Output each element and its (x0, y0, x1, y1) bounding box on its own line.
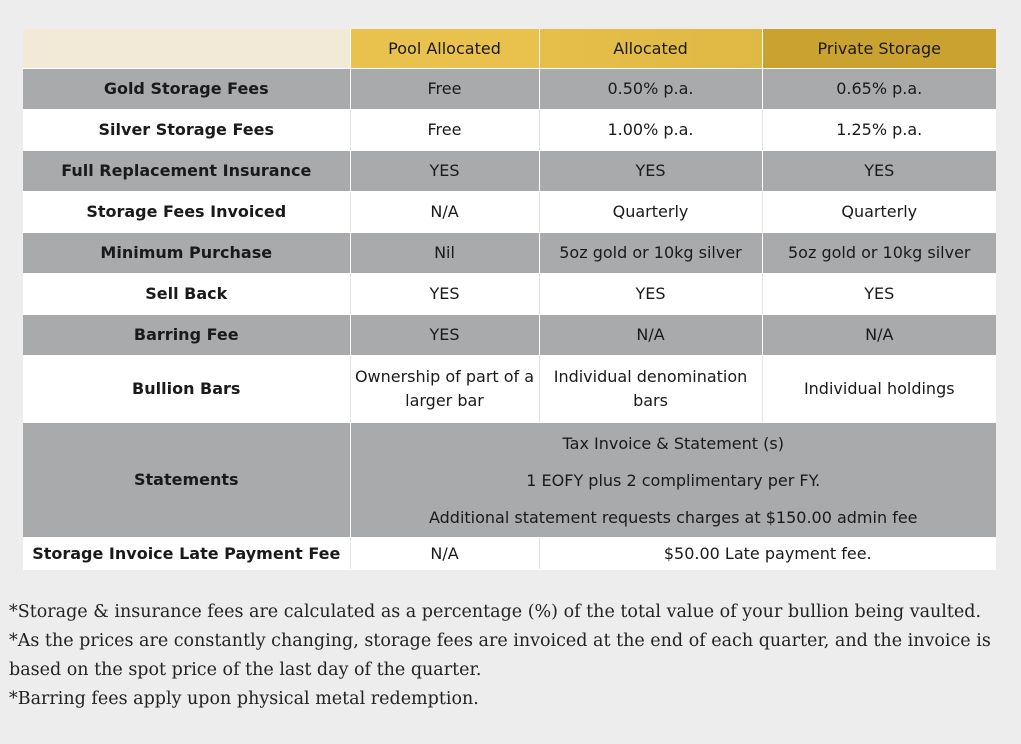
header-private-storage: Private Storage (762, 29, 996, 69)
footnote: *Barring fees apply upon physical metal redemption. (9, 689, 479, 709)
row-label: Minimum Purchase (23, 233, 350, 274)
row-label: Barring Fee (23, 315, 350, 356)
cell-pool: N/A (350, 192, 539, 233)
row-label: Bullion Bars (23, 356, 350, 423)
cell-late-fee: $50.00 Late payment fee. (539, 538, 996, 570)
cell-private: YES (762, 274, 996, 315)
table-row (23, 356, 996, 423)
row-label: Silver Storage Fees (23, 110, 350, 151)
cell-pool: YES (350, 274, 539, 315)
cell-allocated: N/A (539, 315, 762, 356)
statements-cell (350, 423, 996, 538)
cell-pool: YES (350, 151, 539, 192)
cell-private: 0.65% p.a. (762, 69, 996, 110)
table-row (23, 110, 996, 151)
table-row (23, 69, 996, 110)
table-row (23, 192, 996, 233)
header-blank (23, 29, 350, 69)
cell-private: N/A (762, 315, 996, 356)
row-label: Storage Fees Invoiced (23, 192, 350, 233)
cell-allocated: 0.50% p.a. (539, 69, 762, 110)
statements-line: Additional statement requests charges at $150.00 admin fee (428, 507, 918, 527)
table-row (23, 315, 996, 356)
cell-allocated: 5oz gold or 10kg silver (539, 233, 762, 274)
cell-pool: Ownership of part of a larger bar (350, 356, 539, 423)
cell-allocated: Quarterly (539, 192, 762, 233)
cell-allocated: YES (539, 274, 762, 315)
storage-fees-table (23, 29, 996, 570)
cell-pool: Free (350, 69, 539, 110)
statements-line: Tax Invoice & Statement (s) (562, 433, 784, 453)
statements-row (23, 423, 996, 538)
header-pool-allocated: Pool Allocated (350, 29, 539, 69)
cell-private: YES (762, 151, 996, 192)
late-fee-row (23, 538, 996, 570)
table-row (23, 151, 996, 192)
cell-private: Individual holdings (762, 356, 996, 423)
cell-allocated: Individual denomination bars (539, 356, 762, 423)
fees-table-container (23, 29, 996, 570)
row-label: Storage Invoice Late Payment Fee (23, 538, 350, 570)
footnote: *Storage & insurance fees are calculated as a percentage (%) of the total value of your bullion being vaulted. (9, 602, 982, 622)
table-row (23, 233, 996, 274)
cell-private: 5oz gold or 10kg silver (762, 233, 996, 274)
row-label: Full Replacement Insurance (23, 151, 350, 192)
cell-private: 1.25% p.a. (762, 110, 996, 151)
cell-pool: Nil (350, 233, 539, 274)
cell-pool: Free (350, 110, 539, 151)
header-allocated: Allocated (539, 29, 762, 69)
row-label: Statements (23, 423, 350, 538)
row-label: Gold Storage Fees (23, 69, 350, 110)
statements-line: 1 EOFY plus 2 complimentary per FY. (526, 470, 821, 490)
table-row (23, 274, 996, 315)
row-label: Sell Back (23, 274, 350, 315)
cell-allocated: 1.00% p.a. (539, 110, 762, 151)
cell-allocated: YES (539, 151, 762, 192)
cell-pool: YES (350, 315, 539, 356)
cell-private: Quarterly (762, 192, 996, 233)
footnote: *As the prices are constantly changing, storage fees are invoiced at the end of each quarter, and the invoice is based on the spot price of the last day of the quarter. (9, 631, 991, 680)
table-header-row (23, 29, 996, 69)
footnotes (9, 598, 1009, 714)
cell-pool: N/A (350, 538, 539, 570)
